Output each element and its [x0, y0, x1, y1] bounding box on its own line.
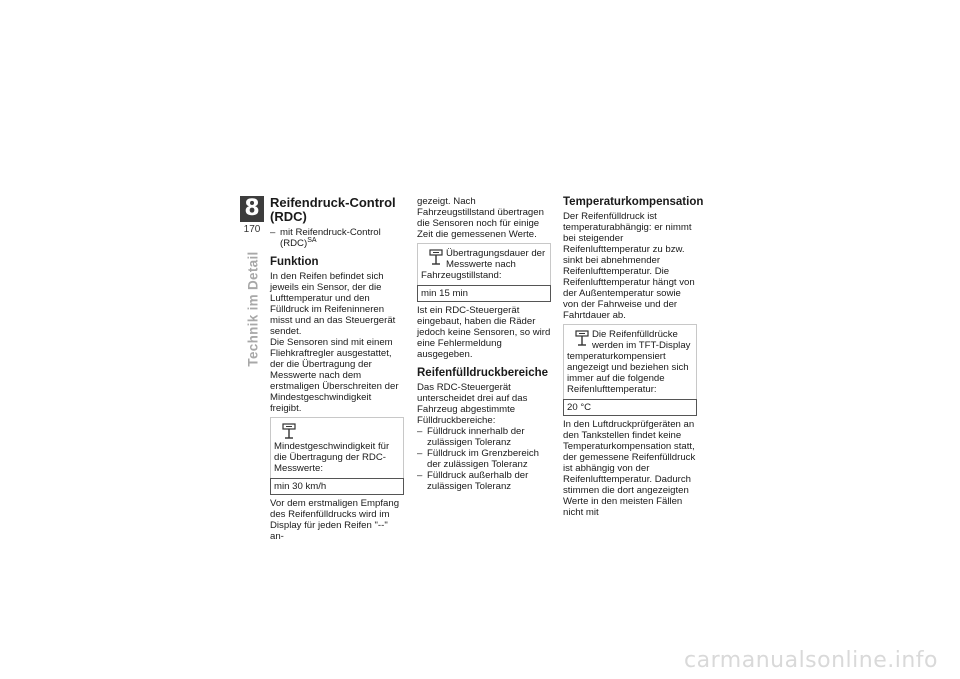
spec-box [270, 417, 404, 495]
equipment-text: mit Reifendruck-Control (RDC) [280, 227, 381, 249]
spec-box-note [270, 417, 404, 478]
column-3 [563, 196, 704, 518]
list-item: – Fülldruck außerhalb der zulässigen Toleranz [417, 470, 551, 492]
page-number: 170 [243, 224, 261, 235]
chapter-number: 8 [240, 196, 264, 222]
spec-box [563, 324, 697, 416]
section-title: Reifendruck-Control (RDC) [270, 195, 396, 224]
paragraph: Die Sensoren sind mit einem Fliehkraftregler ausgestattet, der die Übertragung der Messwerte nach dem erstmaligen Überschreiten der Mindestgeschwindigkeit freigibt. [270, 337, 399, 414]
heading-reifenfuelldruckbereiche: Reifenfülldruckbereiche [417, 367, 549, 379]
spec-box-value: min 15 min [417, 285, 551, 302]
side-title-text: Technik im Detail [245, 250, 261, 367]
spec-box-text: Übertragungsdauer der Messwerte nach Fahrzeugstillstand: [421, 248, 546, 281]
heading-funktion: Funktion [270, 256, 319, 268]
list-item: – Fülldruck im Grenzbereich der zulässigen Toleranz [417, 448, 551, 470]
paragraph: Vor dem erstmaligen Empfang des Reifenfülldrucks wird im Display für jeden Reifen "--" an- [270, 498, 400, 542]
paragraph: Das RDC-Steuergerät unterscheidet drei auf das Fahrzeug abgestimmte Fülldruckbereiche: [417, 382, 528, 426]
equipment-bullet [270, 227, 404, 249]
paragraph: gezeigt. Nach Fahrzeugstillstand übertragen die Sensoren noch für einige Zeit die gemessenen Werte. [417, 196, 544, 240]
spec-box-value: min 30 km/h [270, 478, 404, 495]
list-item: – Fülldruck innerhalb der zulässigen Toleranz [417, 426, 551, 448]
paragraph: In den Reifen befindet sich jeweils ein Sensor, der die Lufttemperatur und den Fülldruck im Reifeninneren misst und an das Steuergerät sendet. [270, 271, 396, 337]
column-1 [270, 196, 404, 542]
column-2 [417, 196, 551, 492]
side-title [243, 236, 263, 381]
tire-gauge-icon [575, 330, 589, 348]
spec-box [417, 243, 551, 302]
tire-gauge-icon [429, 249, 443, 267]
tire-gauge-icon [282, 423, 296, 441]
heading-temperaturkompensation: Temperaturkompensation [563, 196, 704, 208]
spec-box-note [563, 324, 697, 399]
spec-box-value: 20 °C [563, 399, 697, 416]
spec-box-note [417, 243, 551, 285]
paragraph: In den Luftdruckprüfgeräten an den Tankstellen findet keine Temperaturkompensation statt, der gemessene Reifenfülldruck ist abhängig von der Reifenlufttemperatur. Dadurch stimmen die dort angezeigten Werte in den meisten Fällen nicht mit [563, 419, 696, 518]
paragraph: Der Reifenfülldruck ist temperaturabhängig: er nimmt bei steigender Reifenlufttemperatur zu bzw. sinkt bei abnehmender Reifenlufttemperatur. Die Reifenlufttemperatur hängt von der Außentemperatur sowie von der Fahrweise und der Fahrtdauer ab. [563, 211, 695, 321]
watermark: carmanualsonline.info [684, 648, 938, 673]
equipment-sup: SA [307, 236, 317, 244]
spec-box-text: Die Reifenfülldrücke werden im TFT-Display temperaturkompensiert angezeigt und beziehen sich immer auf die folgende Reifenlufttemperatur: [567, 329, 691, 395]
spec-box-text: Mindestgeschwindigkeit für die Übertragung der RDC-Messwerte: [274, 441, 390, 474]
paragraph: Ist ein RDC-Steuergerät eingebaut, haben die Räder jedoch keine Sensoren, so wird eine Fehlermeldung ausgegeben. [417, 305, 551, 360]
